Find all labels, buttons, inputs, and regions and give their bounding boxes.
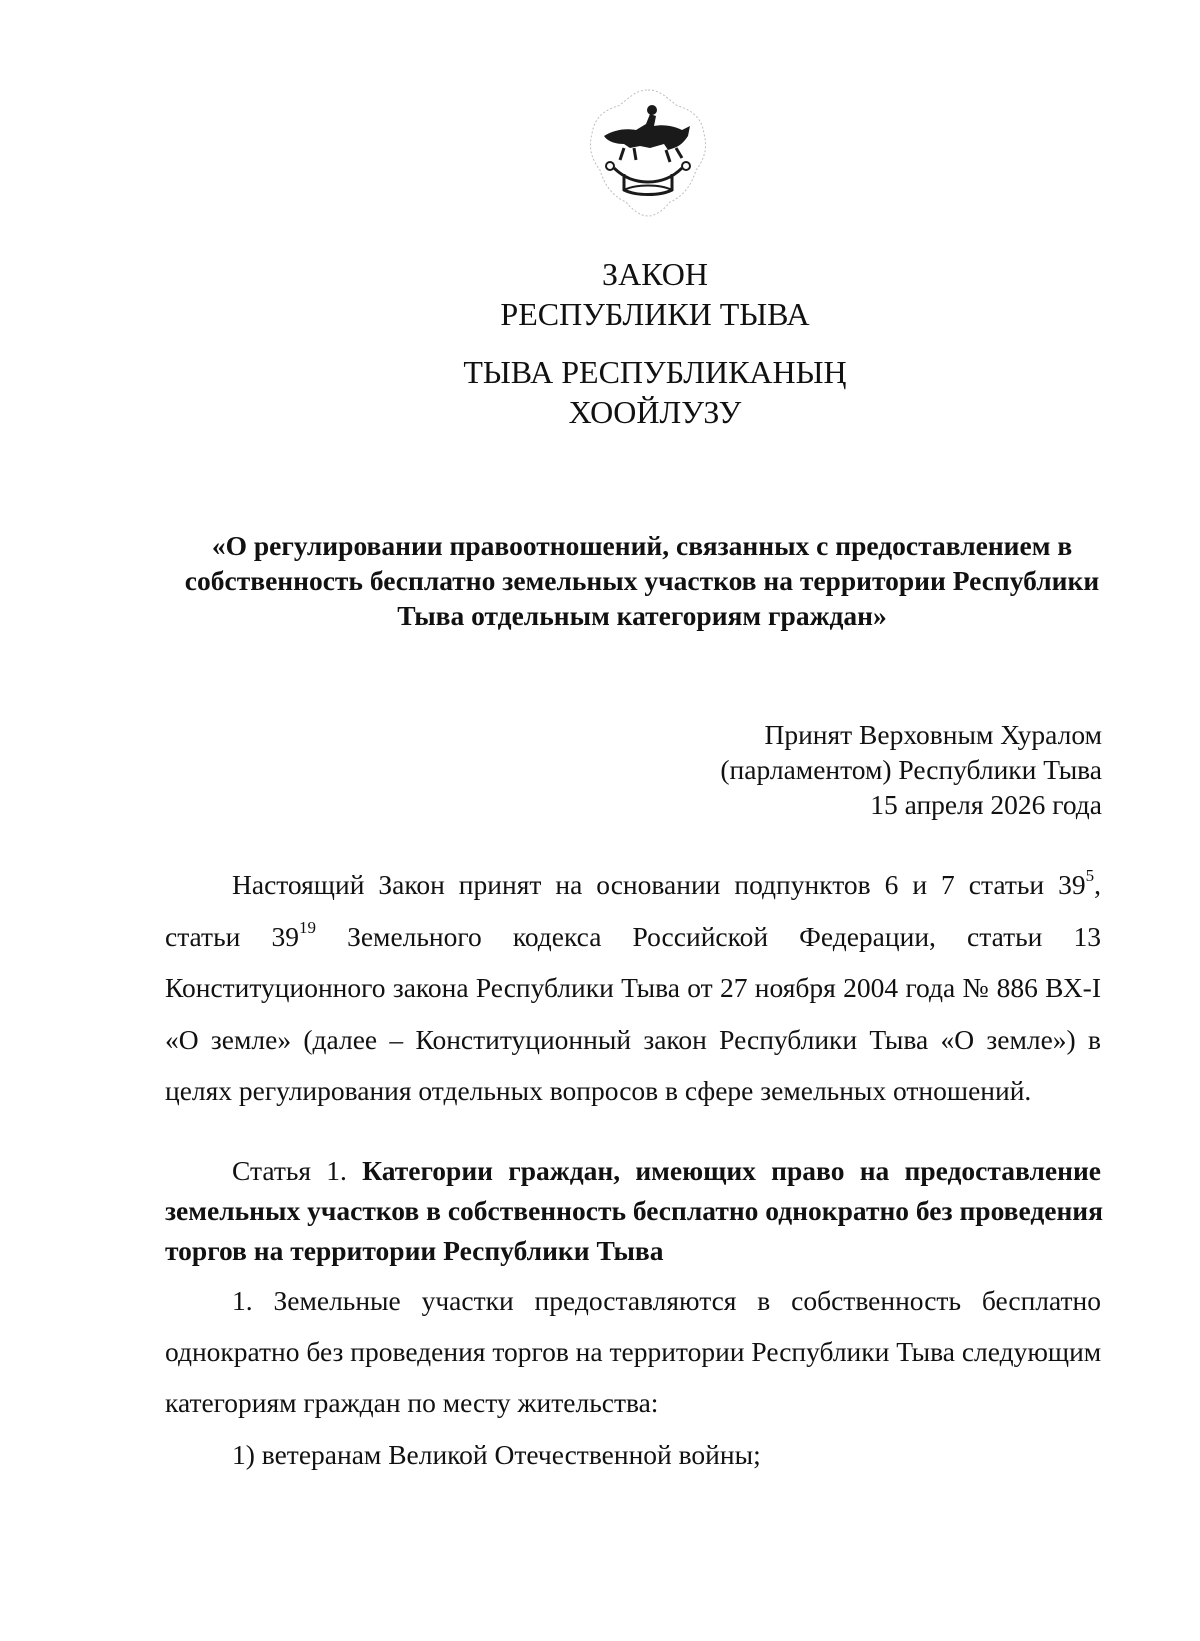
heading-tuvan-law-word: ХООЙЛУЗУ xyxy=(568,394,742,430)
clause-line: категориям граждан по месту жительства: xyxy=(165,1387,659,1418)
article-1-clause-1 xyxy=(165,1275,1101,1428)
article-heading-line: земельных участков в собственность бесплатно однократно без проведения xyxy=(165,1195,1104,1226)
article-1-item-1 xyxy=(165,1429,1101,1480)
law-heading-tuvan xyxy=(0,352,1200,432)
law-title-line: собственность бесплатно земельных участков на территории Республики xyxy=(184,565,1100,596)
preamble-line: «О земле» (далее – Конституционный закон Республики Тыва «О земле») в xyxy=(165,1023,1101,1055)
list-item: 1) ветеранам Великой Отечественной войны; xyxy=(232,1439,761,1470)
heading-republic-name: РЕСПУБЛИКИ ТЫВА xyxy=(500,296,810,332)
law-title xyxy=(170,528,1114,633)
law-heading-russian xyxy=(0,254,1200,334)
preamble-line: Настоящий Закон принят на основании подпунктов 6 и 7 статьи $39^5$, xyxy=(232,866,1101,900)
law-title-line: Тыва отдельным категориям граждан» xyxy=(397,600,887,631)
article-label: Статья 1. xyxy=(232,1155,363,1186)
tuva-coat-of-arms-emblem xyxy=(584,86,712,220)
adoption-note xyxy=(720,717,1102,822)
clause-line: 1. Земельные участки предоставляются в собственность бесплатно xyxy=(232,1285,1101,1316)
preamble-line: Конституционного закона Республики Тыва от 27 ноября 2004 года № 886 ВХ-I xyxy=(165,972,1101,1003)
article-heading-line: Статья 1. Категории граждан, имеющих право на предоставление xyxy=(232,1155,1101,1186)
superscript: 5 xyxy=(1085,866,1095,885)
preamble-paragraph xyxy=(165,859,1101,1117)
preamble-line: статьи $39^{19}$ Земельного кодекса Российской Федерации, статьи 13 xyxy=(165,917,1101,952)
article-heading-line: торгов на территории Республики Тыва xyxy=(165,1235,664,1266)
heading-law-word: ЗАКОН xyxy=(602,256,708,292)
heading-tuvan-republic: ТЫВА РЕСПУБЛИКАНЫҢ xyxy=(463,354,847,390)
article-1-heading xyxy=(165,1151,1104,1271)
preamble-line: целях регулирования отдельных вопросов в сфере земельных отношений. xyxy=(165,1075,1032,1106)
adoption-line: (парламентом) Республики Тыва xyxy=(720,754,1102,785)
adoption-date: 15 апреля 2026 года xyxy=(870,789,1102,820)
adoption-line: Принят Верховным Хуралом xyxy=(764,719,1102,750)
law-title-line: «О регулировании правоотношений, связанных с предоставлением в xyxy=(211,530,1073,561)
clause-line: однократно без проведения торгов на территории Республики Тыва следующим xyxy=(165,1336,1102,1367)
superscript: 19 xyxy=(298,917,316,937)
